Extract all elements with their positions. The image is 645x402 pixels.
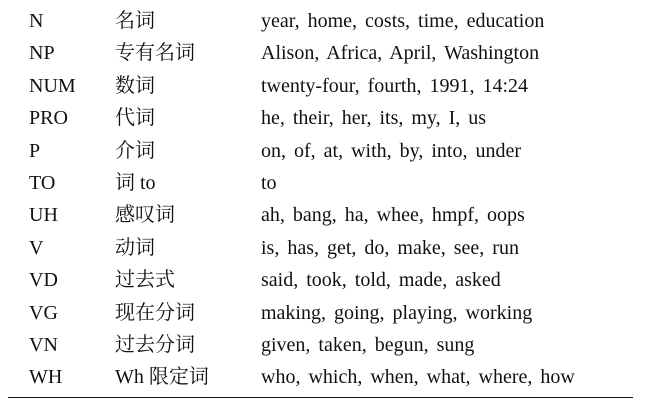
table-row: [0, 361, 645, 393]
table-row: [0, 70, 645, 102]
examples-cell: ah, bang, ha, whee, hmpf, oops: [261, 204, 525, 227]
examples-cell: who, which, when, what, where, how: [261, 366, 575, 389]
examples-cell: given, taken, begun, sung: [261, 333, 475, 356]
category-cell: 专有名词: [115, 42, 195, 65]
tag-cell: VD: [29, 269, 58, 292]
table-row: [0, 37, 645, 69]
tag-cell: V: [29, 236, 44, 259]
table-row: [0, 199, 645, 231]
examples-cell: to: [261, 171, 277, 194]
table-row: [0, 5, 645, 37]
tag-cell: VG: [29, 301, 58, 324]
category-cell: 动词: [115, 236, 155, 259]
tag-cell: NUM: [29, 74, 76, 97]
tag-cell: UH: [29, 204, 58, 227]
category-cell: 词 to: [115, 171, 156, 194]
tag-cell: PRO: [29, 107, 68, 130]
tag-cell: VN: [29, 333, 58, 356]
category-cell: 过去分词: [115, 333, 195, 356]
examples-cell: twenty-four, fourth, 1991, 14:24: [261, 74, 529, 97]
tag-cell: NP: [29, 42, 55, 65]
table-row: [0, 329, 645, 361]
table-row: [0, 167, 645, 199]
table-row: [0, 232, 645, 264]
examples-cell: he, their, her, its, my, I, us: [261, 107, 487, 130]
examples-cell: year, home, costs, time, education: [261, 10, 545, 32]
table-row: [0, 102, 645, 134]
examples-cell: Alison, Africa, April, Washington: [261, 42, 540, 65]
tag-cell: TO: [29, 171, 56, 194]
category-cell: 代词: [115, 107, 155, 130]
pos-tag-table: [0, 5, 645, 394]
category-cell: 感叹词: [115, 204, 175, 227]
examples-cell: is, has, get, do, make, see, run: [261, 236, 519, 259]
examples-cell: said, took, told, made, asked: [261, 269, 501, 292]
category-cell: 介词: [115, 139, 155, 162]
tag-cell: P: [29, 139, 41, 162]
tag-cell: WH: [29, 366, 63, 389]
category-cell: Wh 限定词: [115, 366, 209, 389]
category-cell: 数词: [115, 74, 155, 97]
table-row: [0, 297, 645, 329]
category-cell: 现在分词: [115, 301, 195, 324]
category-cell: 过去式: [115, 269, 175, 292]
table-row: [0, 264, 645, 296]
table-bottom-rule: [8, 397, 633, 398]
examples-cell: making, going, playing, working: [261, 301, 533, 324]
table-row: [0, 135, 645, 167]
tag-cell: N: [29, 10, 44, 32]
category-cell: 名词: [115, 10, 155, 32]
examples-cell: on, of, at, with, by, into, under: [261, 139, 522, 162]
